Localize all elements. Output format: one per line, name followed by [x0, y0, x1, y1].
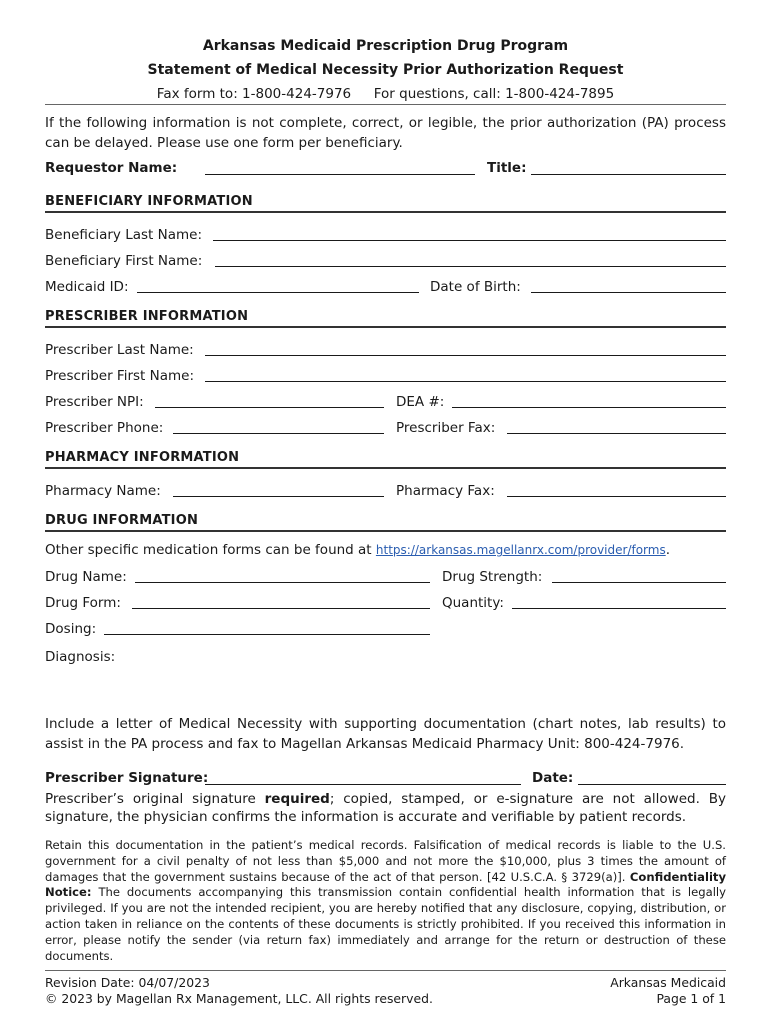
prescriber-npi-label: Prescriber NPI:	[45, 394, 144, 410]
requestor-title-field[interactable]	[531, 174, 726, 175]
drug-heading: DRUG INFORMATION	[45, 513, 199, 528]
drug-form-label: Drug Form:	[45, 595, 121, 611]
prescriber-last-label: Prescriber Last Name:	[45, 342, 194, 358]
quantity-label: Quantity:	[442, 595, 504, 611]
copyright: © 2023 by Magellan Rx Management, LLC. All rights reserved.	[45, 991, 433, 1006]
header-divider	[45, 104, 726, 105]
dea-label: DEA #:	[396, 394, 445, 410]
requestor-name-label: Requestor Name:	[45, 160, 178, 176]
footer-state: Arkansas Medicaid	[610, 975, 726, 990]
prescriber-phone-field[interactable]	[173, 433, 384, 434]
prescriber-divider	[45, 326, 726, 328]
medicaid-id-label: Medicaid ID:	[45, 279, 129, 295]
prescriber-last-field[interactable]	[205, 355, 726, 356]
requestor-title-label: Title:	[487, 160, 527, 176]
requestor-name-field[interactable]	[205, 174, 475, 175]
intro-text: If the following information is not complete, correct, or legible, the prior authorization (PA) process can be delayed. Please use one form per beneficiary.	[45, 115, 726, 151]
pharmacy-divider	[45, 467, 726, 469]
beneficiary-first-field[interactable]	[215, 266, 726, 267]
signature-date-label: Date:	[532, 770, 574, 786]
questions-number: For questions, call: 1-800-424-7895	[373, 86, 615, 102]
forms-text: Other specific medication forms can be found at	[45, 542, 372, 558]
prescriber-fax-label: Prescriber Fax:	[396, 420, 496, 436]
signature-note-required: required	[264, 791, 330, 807]
dosing-label: Dosing:	[45, 621, 97, 637]
drug-name-label: Drug Name:	[45, 569, 127, 585]
signature-date-field[interactable]	[578, 784, 726, 785]
pharmacy-name-label: Pharmacy Name:	[45, 483, 161, 499]
dosing-field[interactable]	[104, 634, 430, 635]
drug-strength-label: Drug Strength:	[442, 569, 543, 585]
confidentiality-label: Confidentiality Notice:	[45, 869, 727, 900]
signature-note-post: ; copied, stamped, or e-signature are not allowed. By signature, the physician confirms the information is accurate and verifiable by patient records.	[45, 791, 727, 825]
signature-note	[45, 790, 726, 826]
prescriber-first-label: Prescriber First Name:	[45, 368, 195, 384]
drug-name-field[interactable]	[135, 582, 430, 583]
form-title: Arkansas Medicaid Prescription Drug Program	[202, 38, 569, 54]
diagnosis-field[interactable]	[123, 647, 726, 697]
drug-strength-field[interactable]	[552, 582, 726, 583]
retain-notice	[45, 838, 726, 964]
pharmacy-fax-label: Pharmacy Fax:	[396, 483, 495, 499]
beneficiary-last-label: Beneficiary Last Name:	[45, 227, 202, 243]
prescriber-phone-label: Prescriber Phone:	[45, 420, 164, 436]
beneficiary-first-label: Beneficiary First Name:	[45, 253, 203, 269]
medicaid-id-field[interactable]	[137, 292, 419, 293]
contact-line	[45, 86, 726, 102]
letter-instructions: Include a letter of Medical Necessity with supporting documentation (chart notes, lab results) to assist in the PA process and fax to Magellan Arkansas Medicaid Pharmacy Unit: 800-424-7976.	[45, 716, 726, 752]
drug-divider	[45, 530, 726, 532]
prescriber-fax-field[interactable]	[507, 433, 726, 434]
form-subtitle: Statement of Medical Necessity Prior Authorization Request	[147, 62, 624, 78]
revision-date: Revision Date: 04/07/2023	[45, 975, 210, 990]
fax-number: Fax form to: 1-800-424-7976	[156, 86, 352, 102]
prescriber-heading: PRESCRIBER INFORMATION	[45, 309, 249, 324]
quantity-field[interactable]	[512, 608, 726, 609]
form-page	[45, 0, 726, 1024]
signature-note-pre: Prescriber’s original signature	[45, 791, 256, 807]
forms-end: .	[665, 542, 671, 558]
footer-divider	[45, 970, 726, 971]
retain-text: Retain this documentation in the patient’s medical records. Falsification of medical records is liable to the U.S. government for a civil penalty of not less than $5,000 and not more the $10,000, plus 3 times the amount of damages that the government sustains because of the act of that person. [42 U.S.C.A. § 3729(a)].	[45, 838, 726, 884]
beneficiary-last-field[interactable]	[213, 240, 726, 241]
confidentiality-text: The documents accompanying this transmission contain confidential health information that is legally privileged. If you are not the intended recipient, you are hereby notified that any disclosure, copying, distribution, or action taken in reliance on the contents of these documents is strictly prohibited. If you received this information in error, please notify the sender (via return fax) immediately and arrange for the return or destruction of these documents.	[45, 885, 726, 963]
page-number: Page 1 of 1	[656, 991, 726, 1006]
beneficiary-heading: BENEFICIARY INFORMATION	[45, 194, 253, 209]
dea-field[interactable]	[452, 407, 726, 408]
signature-field[interactable]	[205, 784, 521, 785]
signature-label: Prescriber Signature:	[45, 770, 209, 786]
prescriber-npi-field[interactable]	[155, 407, 384, 408]
pharmacy-fax-field[interactable]	[507, 496, 726, 497]
pharmacy-heading: PHARMACY INFORMATION	[45, 450, 240, 465]
diagnosis-label: Diagnosis:	[45, 649, 116, 665]
forms-note	[45, 542, 670, 558]
dob-field[interactable]	[531, 292, 726, 293]
dob-label: Date of Birth:	[430, 279, 521, 295]
prescriber-first-field[interactable]	[205, 381, 726, 382]
forms-link[interactable]: https://arkansas.magellanrx.com/provider/forms	[375, 543, 666, 557]
pharmacy-name-field[interactable]	[173, 496, 384, 497]
beneficiary-divider	[45, 211, 726, 213]
drug-form-field[interactable]	[132, 608, 430, 609]
